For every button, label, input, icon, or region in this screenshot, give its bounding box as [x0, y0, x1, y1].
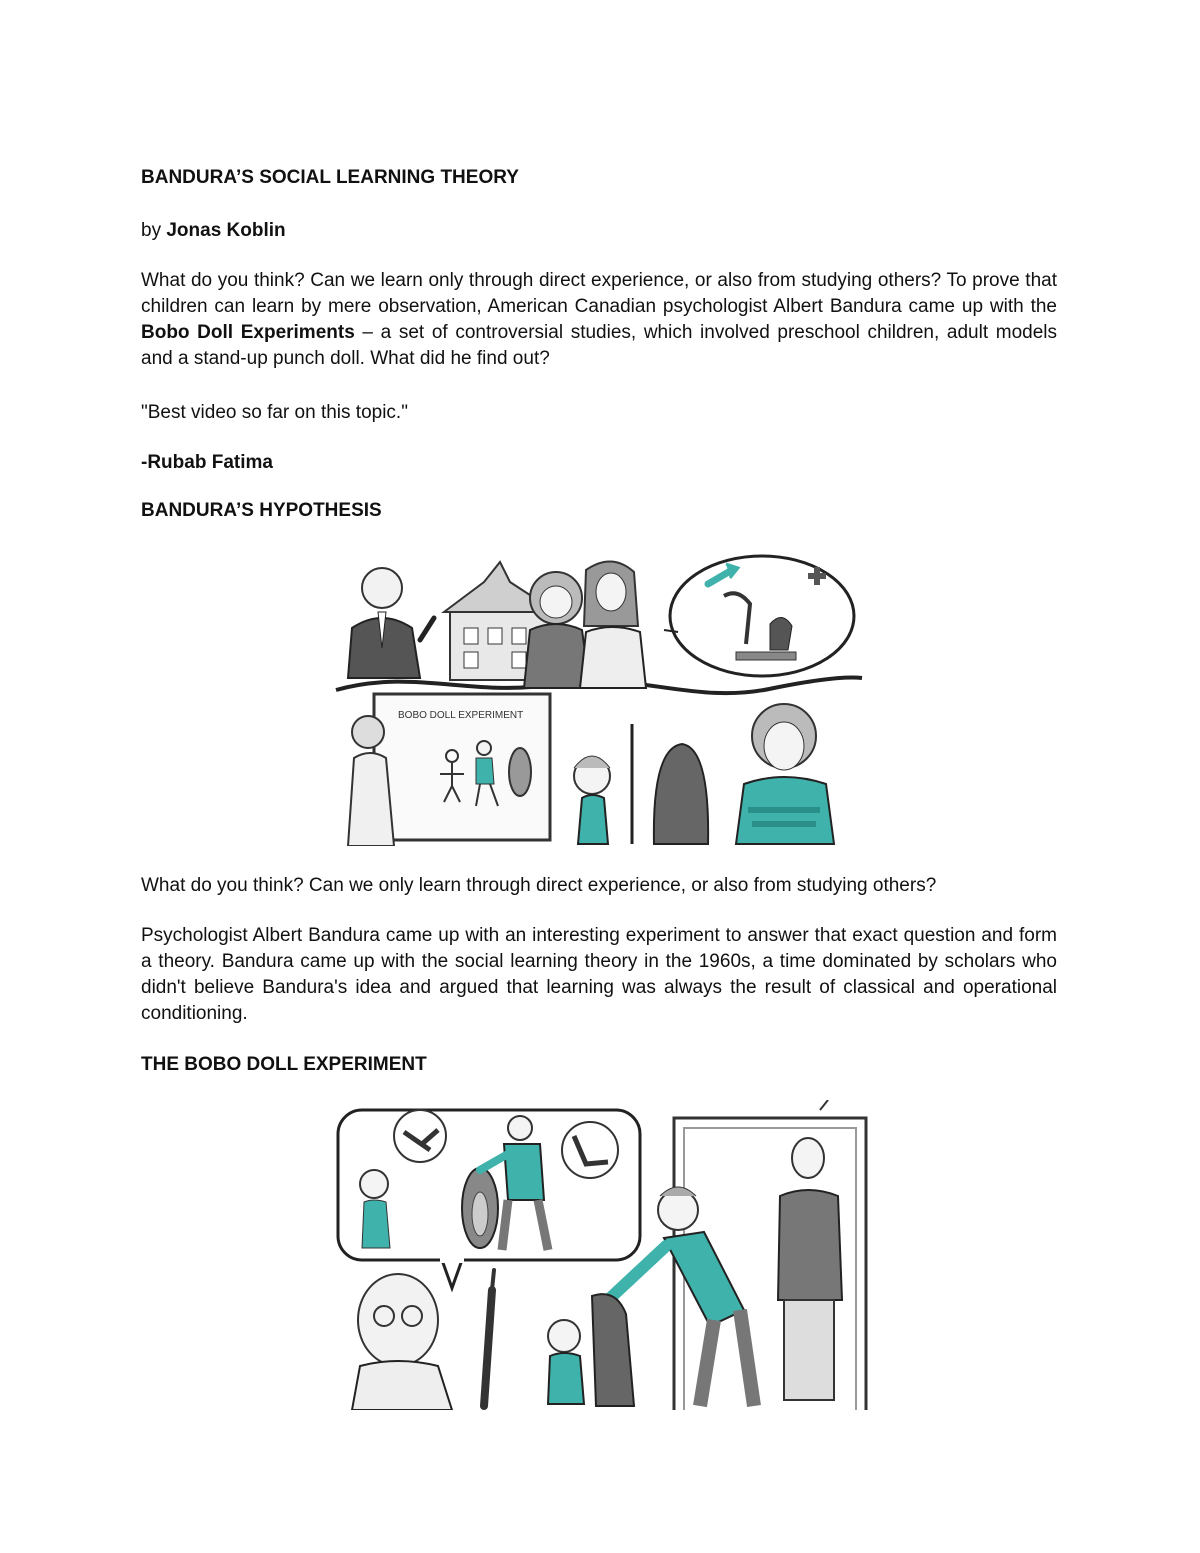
intro-text-1: What do you think? Can we learn only through direct experience, or also from studying others? To prove that children can learn by mere observation, American Canadian psychologist Albert Bandura came up with the — [141, 270, 1057, 317]
bobo-doll-illustration — [334, 1100, 870, 1410]
board-caption: BOBO DOLL EXPERIMENT — [398, 710, 524, 721]
intro-text-2: – a set of controversial studies, which involved preschool children, adult models and a stand-up punch doll. What did he find out? — [141, 322, 1058, 369]
intro-bold-term: Bobo Doll Experiments — [141, 322, 355, 343]
hypothesis-paragraph-2: Psychologist Albert Bandura came up with an interesting experiment to answer that exact question and form a theory. Bandura came up with the social learning theory in the 1960s, a time dominated by scholars who didn't believe Bandura's idea and argued that learning was always the result of classical and operational conditioning. — [141, 925, 1057, 1024]
section-heading-bobo: THE BOBO DOLL EXPERIMENT — [141, 1054, 427, 1075]
section-heading-hypothesis: BANDURA’S HYPOTHESIS — [141, 500, 382, 521]
speech-bubble — [338, 1110, 640, 1288]
whiteboard-panel — [348, 694, 550, 846]
quote: "Best video so far on this topic." — [141, 402, 408, 423]
child-lower-figure — [548, 1320, 584, 1404]
hypothesis-illustration — [334, 548, 864, 846]
quote-author: -Rubab Fatima — [141, 452, 273, 473]
document-title: BANDURA’S SOCIAL LEARNING THEORY — [141, 167, 519, 188]
bobo-doll-illustration-svg — [334, 1100, 870, 1410]
intro-paragraph — [141, 268, 1057, 372]
byline-author: Jonas Koblin — [166, 220, 286, 241]
byline-prefix: by — [141, 220, 167, 241]
byline — [141, 218, 1057, 244]
woman-figure — [524, 572, 590, 688]
hypothesis-illustration-svg — [334, 548, 864, 846]
hypothesis-paragraph-1: What do you think? Can we only learn through direct experience, or also from studying others? — [141, 875, 937, 896]
